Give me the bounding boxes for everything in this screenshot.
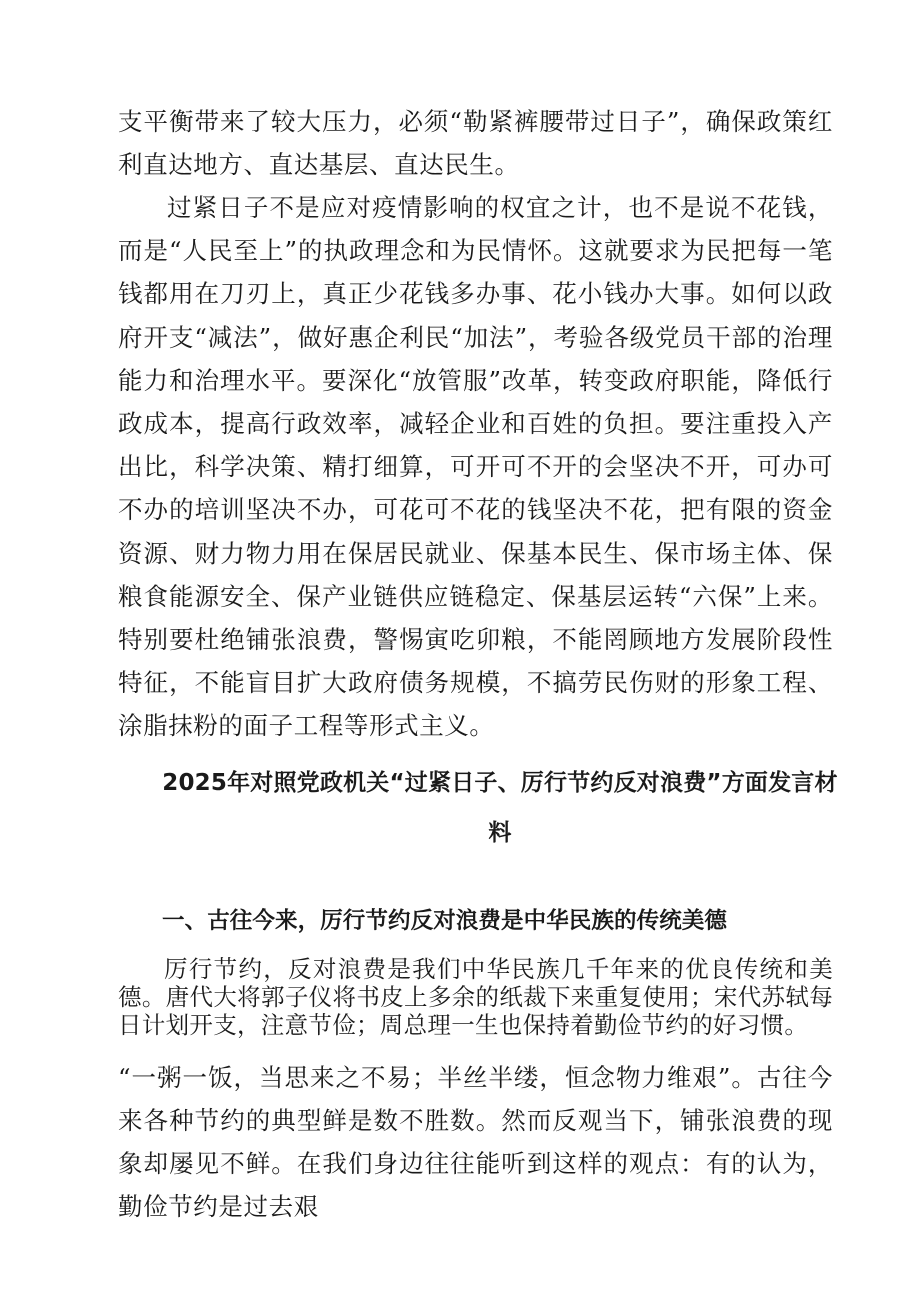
paragraph-tight-budget: 过紧日子不是应对疫情影响的权宜之计，也不是说不花钱，而是“人民至上”的执政理念和为民情怀。这就要求为民把每一笔钱都用在刀刃上，真正少花钱多办事、花小钱办大事。如何以政府开支“减法”，做好惠企利民“加法”，考验各级党员干部的治理能力和治理水平。要深化“放管服”改革，转变政府职能，降低行政成本，提高行政效率，减轻企业和百姓的负担。要注重投入产出比，科学决策、精打细算，可开可不开的会坚决不开，可办可不办的培训坚决不办，可花可不花的钱坚决不花，把有限的资金资源、财力物力用在保居民就业、保基本民生、保市场主体、保粮食能源安全、保产业链供应链稳定、保基层运转“六保”上来。特别要杜绝铺张浪费，警惕寅吃卯粮，不能罔顾地方发展阶段性特征，不能盲目扩大政府债务规模，不搞劳民伤财的形象工程、涂脂抹粉的面子工程等形式主义。	[118, 193, 833, 741]
paragraph-tradition: 厉行节约，反对浪费是我们中华民族几千年来的优良传统和美德。唐代大将郭子仪将书皮上多余的纸裁下来重复使用；宋代苏轼每日计划开支，注意节俭；周总理一生也保持着勤俭节约的好习惯。	[118, 955, 833, 1039]
paragraph-continued: 支平衡带来了较大压力，必须“勒紧裤腰带过日子”，确保政策红利直达地方、直达基层、直达民生。	[118, 107, 833, 179]
document-title: 2025年对照党政机关“过紧日子、厉行节约反对浪费”方面发言材料	[162, 770, 838, 846]
section-heading: 一、古往今来，厉行节约反对浪费是中华民族的传统美德	[162, 908, 728, 934]
paragraph-proverb: “一粥一饭，当思来之不易；半丝半缕，恒念物力维艰”。古往今来各种节约的典型鲜是数不胜数。然而反观当下，铺张浪费的现象却屡见不鲜。在我们身边往往能听到这样的观点：有的认为，勤俭节约是过去艰	[118, 1063, 833, 1221]
